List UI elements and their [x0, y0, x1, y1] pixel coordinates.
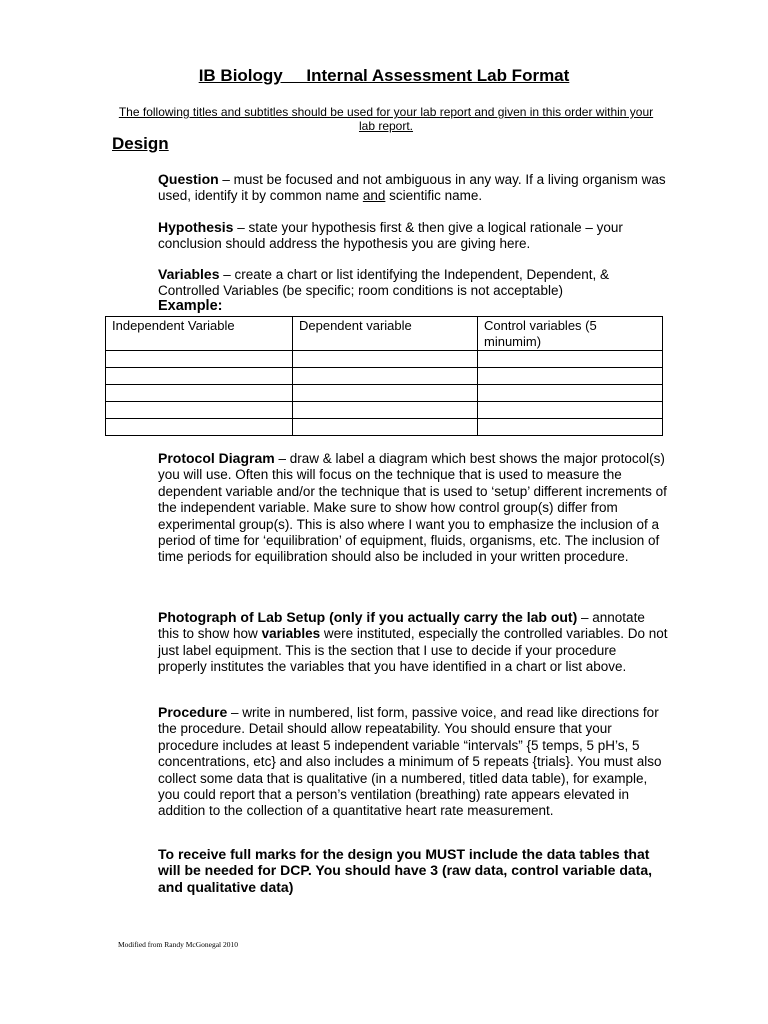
question-text-after: scientific name. — [385, 188, 483, 204]
variables-label: Variables — [158, 266, 220, 282]
procedure-label: Procedure — [158, 704, 228, 720]
table-row — [106, 419, 663, 436]
table-cell — [293, 402, 478, 419]
table-cell — [106, 402, 293, 419]
photograph-text-after: were instituted, especially the controlled variables. Do not just label equipment. This is the section that I use to decide if your procedure properly institutes the variables that you have identified in a chart or list above. — [158, 626, 668, 675]
hypothesis-label: Hypothesis — [158, 219, 234, 235]
table-cell — [478, 385, 663, 402]
table-row — [106, 351, 663, 368]
hypothesis-paragraph — [158, 219, 668, 253]
table-cell — [478, 419, 663, 436]
table-header-row — [106, 317, 663, 351]
table-cell — [478, 351, 663, 368]
full-marks-note: To receive full marks for the design you MUST include the data tables that will be needed for DCP. You should have 3 (raw data, control variable data, and qualitative data) — [158, 846, 653, 895]
protocol-diagram-paragraph — [158, 450, 668, 566]
table-cell — [106, 368, 293, 385]
variables-paragraph — [158, 266, 668, 300]
table-header-cell: Independent Variable — [106, 317, 293, 351]
question-text-before: – must be focused and not ambiguous in any way. If a living organism was used, identify it by common name — [158, 172, 666, 204]
table-cell — [106, 385, 293, 402]
question-underlined-word: and — [362, 188, 386, 204]
photograph-text-before: – annotate this to show how — [158, 610, 645, 642]
table-cell — [293, 368, 478, 385]
variables-text: – create a chart or list identifying the Independent, Dependent, & Controlled Variables (be specific; room conditions is not acceptable) — [158, 267, 610, 299]
table-cell — [293, 351, 478, 368]
procedure-text: – write in numbered, list form, passive voice, and read like directions for the procedure. Detail should allow repeatability. You should ensure that your procedure includes at least 5 independent variable “intervals” {5 temps, 5 pH’s, 5 concentrations, etc} and also includes a minimum of 5 repeats {trials}. You must also collect some data that is qualitative (in a numbered, titled data table), for example, you could report that a person’s ventilation (breathing) rate appears elevated in addition to the collection of a quantitative heart rate measurement. — [158, 705, 662, 819]
example-label: Example: — [158, 298, 223, 314]
photograph-bold-word: variables — [261, 626, 321, 642]
photograph-label: Photograph of Lab Setup (only if you actually carry the lab out) — [158, 609, 578, 625]
table-cell — [478, 402, 663, 419]
table-cell — [478, 368, 663, 385]
table-row — [106, 402, 663, 419]
page-subtitle: The following titles and subtitles should be used for your lab report and given in this order within your lab report. — [118, 105, 654, 133]
table-row — [106, 368, 663, 385]
hypothesis-text: – state your hypothesis first & then give a logical rationale – your conclusion should address the hypothesis you are giving here. — [158, 220, 623, 252]
question-paragraph — [158, 171, 668, 205]
table-header-cell: Control variables (5 minumim) — [478, 317, 663, 351]
table-cell — [106, 419, 293, 436]
design-heading: Design — [112, 134, 169, 153]
table-cell — [106, 351, 293, 368]
photograph-paragraph — [158, 609, 668, 676]
protocol-diagram-label: Protocol Diagram — [158, 450, 275, 466]
table-cell — [293, 419, 478, 436]
table-cell — [293, 385, 478, 402]
table-header-cell: Dependent variable — [293, 317, 478, 351]
page-title: IB Biology Internal Assessment Lab Format — [198, 66, 570, 85]
procedure-paragraph — [158, 704, 668, 820]
variables-table — [105, 316, 663, 436]
question-label: Question — [158, 171, 219, 187]
protocol-diagram-text: – draw & label a diagram which best shows the major protocol(s) you will use. Often this will focus on the technique that is used to measure the dependent variable and/or the technique that is used to ‘setup’ different increments of the independent variable. Make sure to show how control group(s) differ from experimental group(s). This is also where I want you to emphasize the inclusion of a period of time for ‘equilibration’ of equipment, fluids, organisms, etc. The inclusion of time periods for equilibration should also be included in your written procedure. — [158, 451, 667, 565]
footer-credit: Modified from Randy McGonegal 2010 — [118, 940, 238, 949]
table-row — [106, 385, 663, 402]
